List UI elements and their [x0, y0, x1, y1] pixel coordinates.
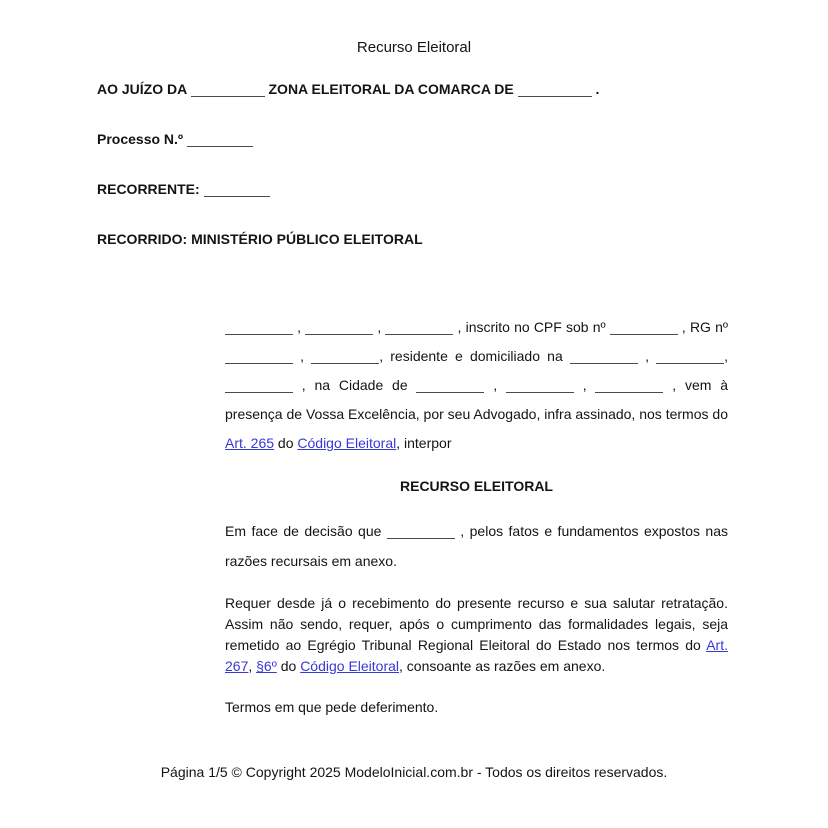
legal-reference-link[interactable]: §6º: [256, 658, 277, 674]
qualification-paragraph: [225, 313, 728, 458]
appellee-line: [97, 231, 423, 248]
document-title: Recurso Eleitoral: [356, 39, 472, 56]
text-run: ,: [484, 377, 506, 393]
legal-reference-link[interactable]: Art. 267: [225, 637, 728, 674]
text-run: .: [591, 81, 600, 97]
fill-in-blank: [311, 350, 379, 364]
fill-in-blank: [187, 133, 253, 147]
fill-in-blank: [506, 379, 574, 393]
fill-in-blank: [225, 321, 293, 335]
appellant-line: [97, 181, 270, 198]
legal-reference-link[interactable]: Código Eleitoral: [300, 658, 400, 674]
text-run: ZONA ELEITORAL DA COMARCA DE: [264, 81, 518, 97]
text-run: , RG nº: [677, 319, 728, 335]
text-run: do: [276, 658, 301, 674]
fill-in-blank: [225, 379, 293, 393]
text-run: RECURSO ELEITORAL: [400, 478, 553, 494]
fill-in-blank: [204, 183, 270, 197]
text-run: Processo N.º: [97, 131, 187, 147]
text-run: ,: [573, 377, 596, 393]
legal-reference-link[interactable]: Código Eleitoral: [297, 435, 397, 451]
process-number-line: [97, 131, 253, 148]
fill-in-blank: [191, 83, 265, 97]
text-run: , residente e domiciliado na: [379, 348, 570, 364]
fill-in-blank: [416, 379, 484, 393]
text-run: , interpor: [396, 435, 452, 451]
text-run: Termos em que pede deferimento.: [225, 699, 439, 715]
document-heading: [225, 478, 728, 495]
fill-in-blank: [610, 321, 678, 335]
text-run: ,: [293, 319, 306, 335]
text-run: , consoante as razões em anexo.: [399, 658, 606, 674]
text-run: ,: [373, 319, 386, 335]
fill-in-blank: [385, 321, 453, 335]
text-run: , vem à presença de Vossa Excelência, por seu Advogado, infra assinado, nos termos do: [225, 377, 729, 422]
fill-in-blank: [656, 350, 724, 364]
text-run: ,: [293, 348, 312, 364]
text-run: ,: [248, 658, 257, 674]
text-run: RECORRIDO: MINISTÉRIO PÚBLICO ELEITORAL: [97, 231, 423, 247]
text-run: Requer desde já o recebimento do presente recurso e sua salutar retratação. Assim não sendo, requer, após o cumprimento das formalidades legais, seja remetido ao Egrégio Tribunal Regional Eleitoral do Estado nos termos do: [225, 595, 728, 653]
text-run: , pelos fatos e fundamentos expostos nas razões recursais em anexo.: [225, 523, 728, 569]
addressing-line: [97, 81, 748, 98]
text-run: RECORRENTE:: [97, 181, 204, 197]
fill-in-blank: [595, 379, 663, 393]
closing-paragraph: [225, 699, 728, 716]
text-run: Em face de decisão que: [225, 523, 387, 539]
fill-in-blank: [305, 321, 373, 335]
text-run: ,: [724, 348, 729, 364]
in-face-paragraph: [225, 516, 728, 576]
legal-reference-link[interactable]: Art. 265: [225, 435, 275, 451]
fill-in-blank: [387, 525, 455, 539]
text-run: AO JUÍZO DA: [97, 81, 191, 97]
fill-in-blank: [225, 350, 293, 364]
text-run: , inscrito no CPF sob nº: [453, 319, 610, 335]
request-paragraph: [225, 593, 728, 677]
fill-in-blank: [518, 83, 592, 97]
text-run: ,: [637, 348, 657, 364]
text-run: , na Cidade de: [293, 377, 417, 393]
page-footer: Página 1/5 © Copyright 2025 ModeloInicial.com.br - Todos os direitos reservados.: [160, 764, 668, 780]
text-run: do: [274, 435, 298, 451]
fill-in-blank: [570, 350, 638, 364]
